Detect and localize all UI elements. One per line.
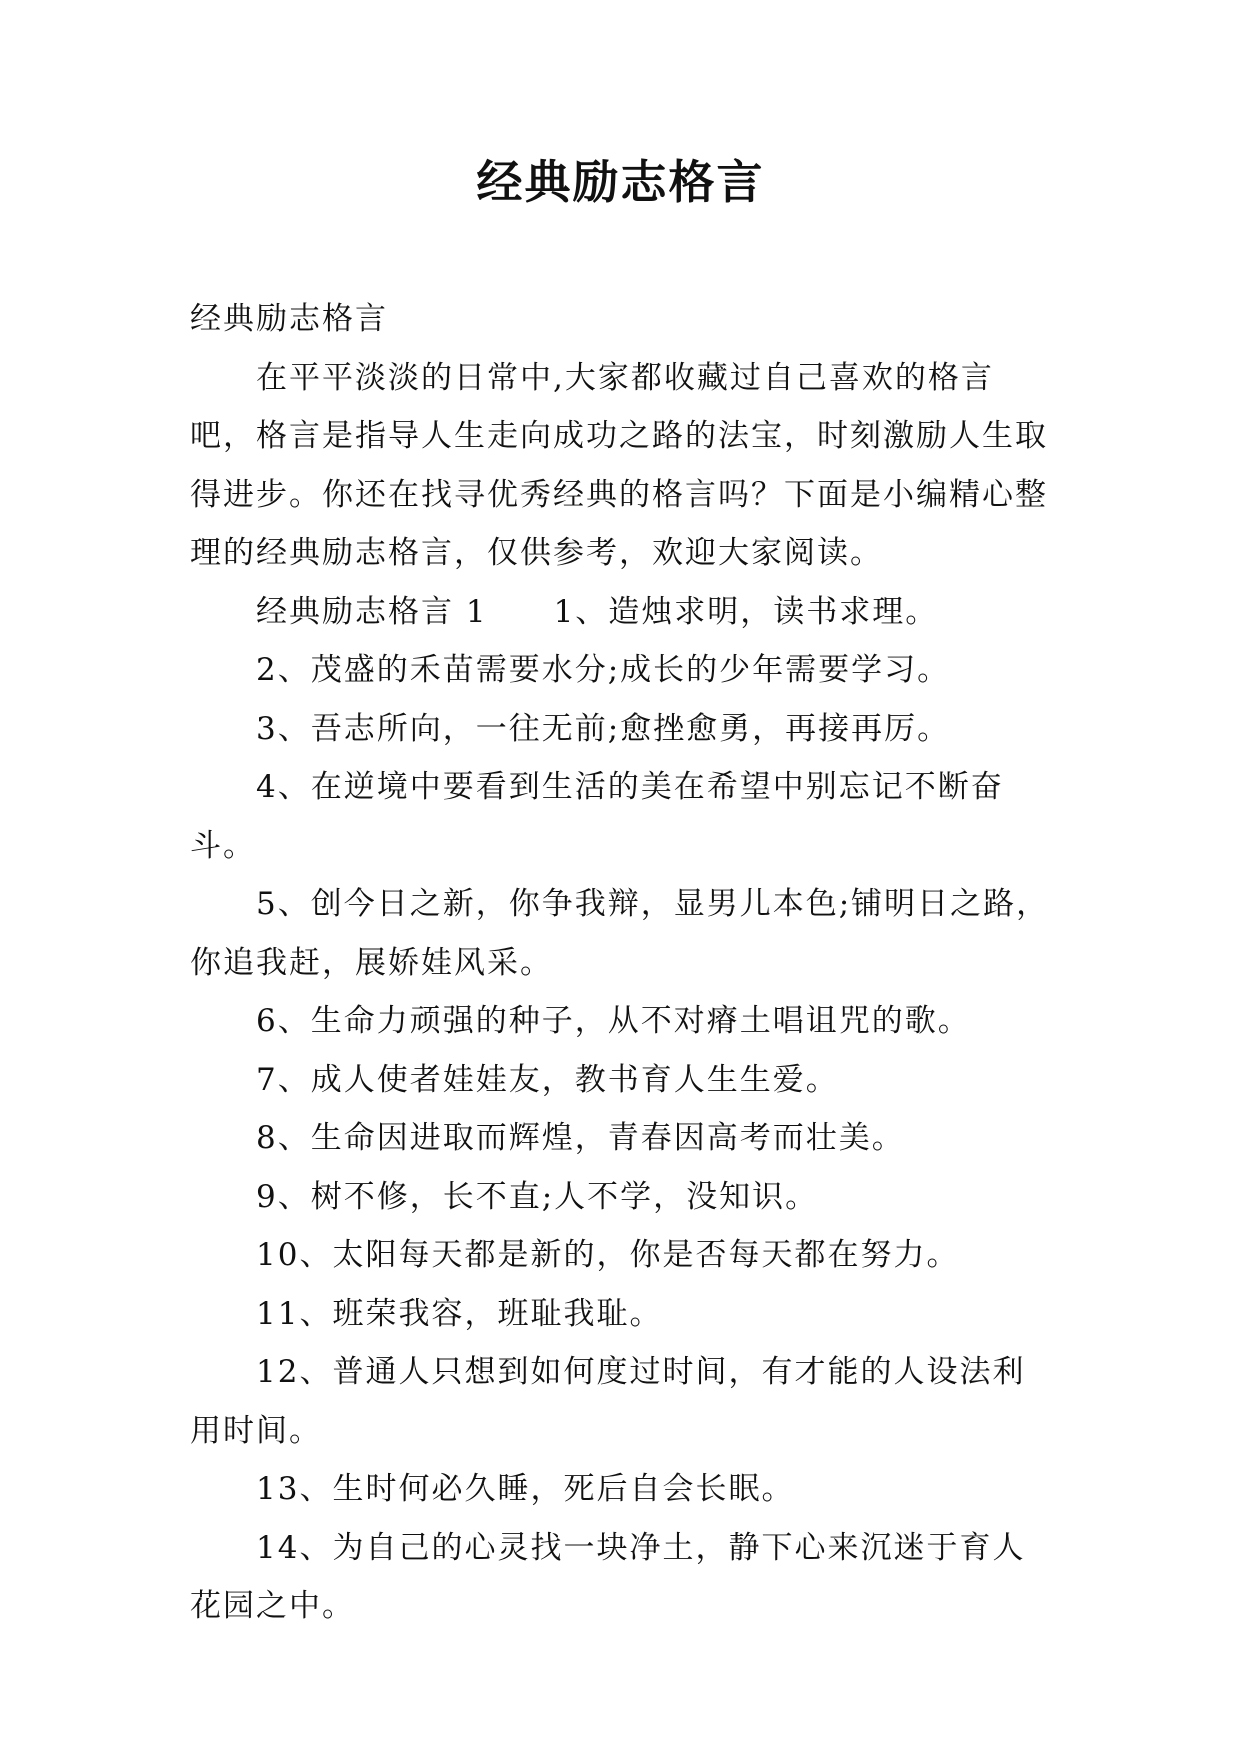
document-body — [190, 290, 1050, 1636]
quote-item: 10、太阳每天都是新的，你是否每天都在努力。 — [256, 1237, 960, 1273]
quote-item: 6、生命力顽强的种子，从不对瘠土唱诅咒的歌。 — [256, 1003, 971, 1039]
quote-item: 3、吾志所向，一往无前;愈挫愈勇，再接再厉。 — [256, 710, 951, 747]
quote-heading-line: 经典励志格言 1 1、造烛求明，读书求理。 — [256, 593, 939, 630]
quote-item: 9、树不修，长不直;人不学，没知识。 — [256, 1178, 819, 1215]
quote-item: 11、班荣我容，班耻我耻。 — [256, 1295, 663, 1332]
document-subtitle: 经典励志格言 — [190, 301, 388, 337]
intro-paragraph: 在平平淡淡的日常中,大家都收藏过自己喜欢的格言吧，格言是指导人生走向成功之路的法宝，时刻激励人生取得进步。你还在找寻优秀经典的格言吗？下面是小编精心整理的经典励志格言，仅供参考，欢迎大家阅读。 — [190, 359, 1048, 571]
document-title: 经典励志格言 — [476, 155, 765, 209]
quote-item: 5、创今日之新，你争我辩，显男儿本色;铺明日之路，你追我赶，展娇娃风采。 — [190, 886, 1050, 981]
quote-item: 2、茂盛的禾苗需要水分;成长的少年需要学习。 — [256, 652, 951, 688]
quote-item: 8、生命因进取而辉煌，青春因高考而壮美。 — [256, 1120, 905, 1156]
quote-item: 4、在逆境中要看到生活的美在希望中别忘记不断奋斗。 — [190, 769, 1004, 864]
quote-item: 14、为自己的心灵找一块净土，静下心来沉迷于育人花园之中。 — [190, 1529, 1026, 1624]
quote-item: 13、生时何必久睡，死后自会长眠。 — [256, 1471, 795, 1507]
quote-item: 12、普通人只想到如何度过时间，有才能的人设法利用时间。 — [190, 1354, 1026, 1449]
quote-item: 7、成人使者娃娃友，教书育人生生爱。 — [256, 1061, 839, 1098]
